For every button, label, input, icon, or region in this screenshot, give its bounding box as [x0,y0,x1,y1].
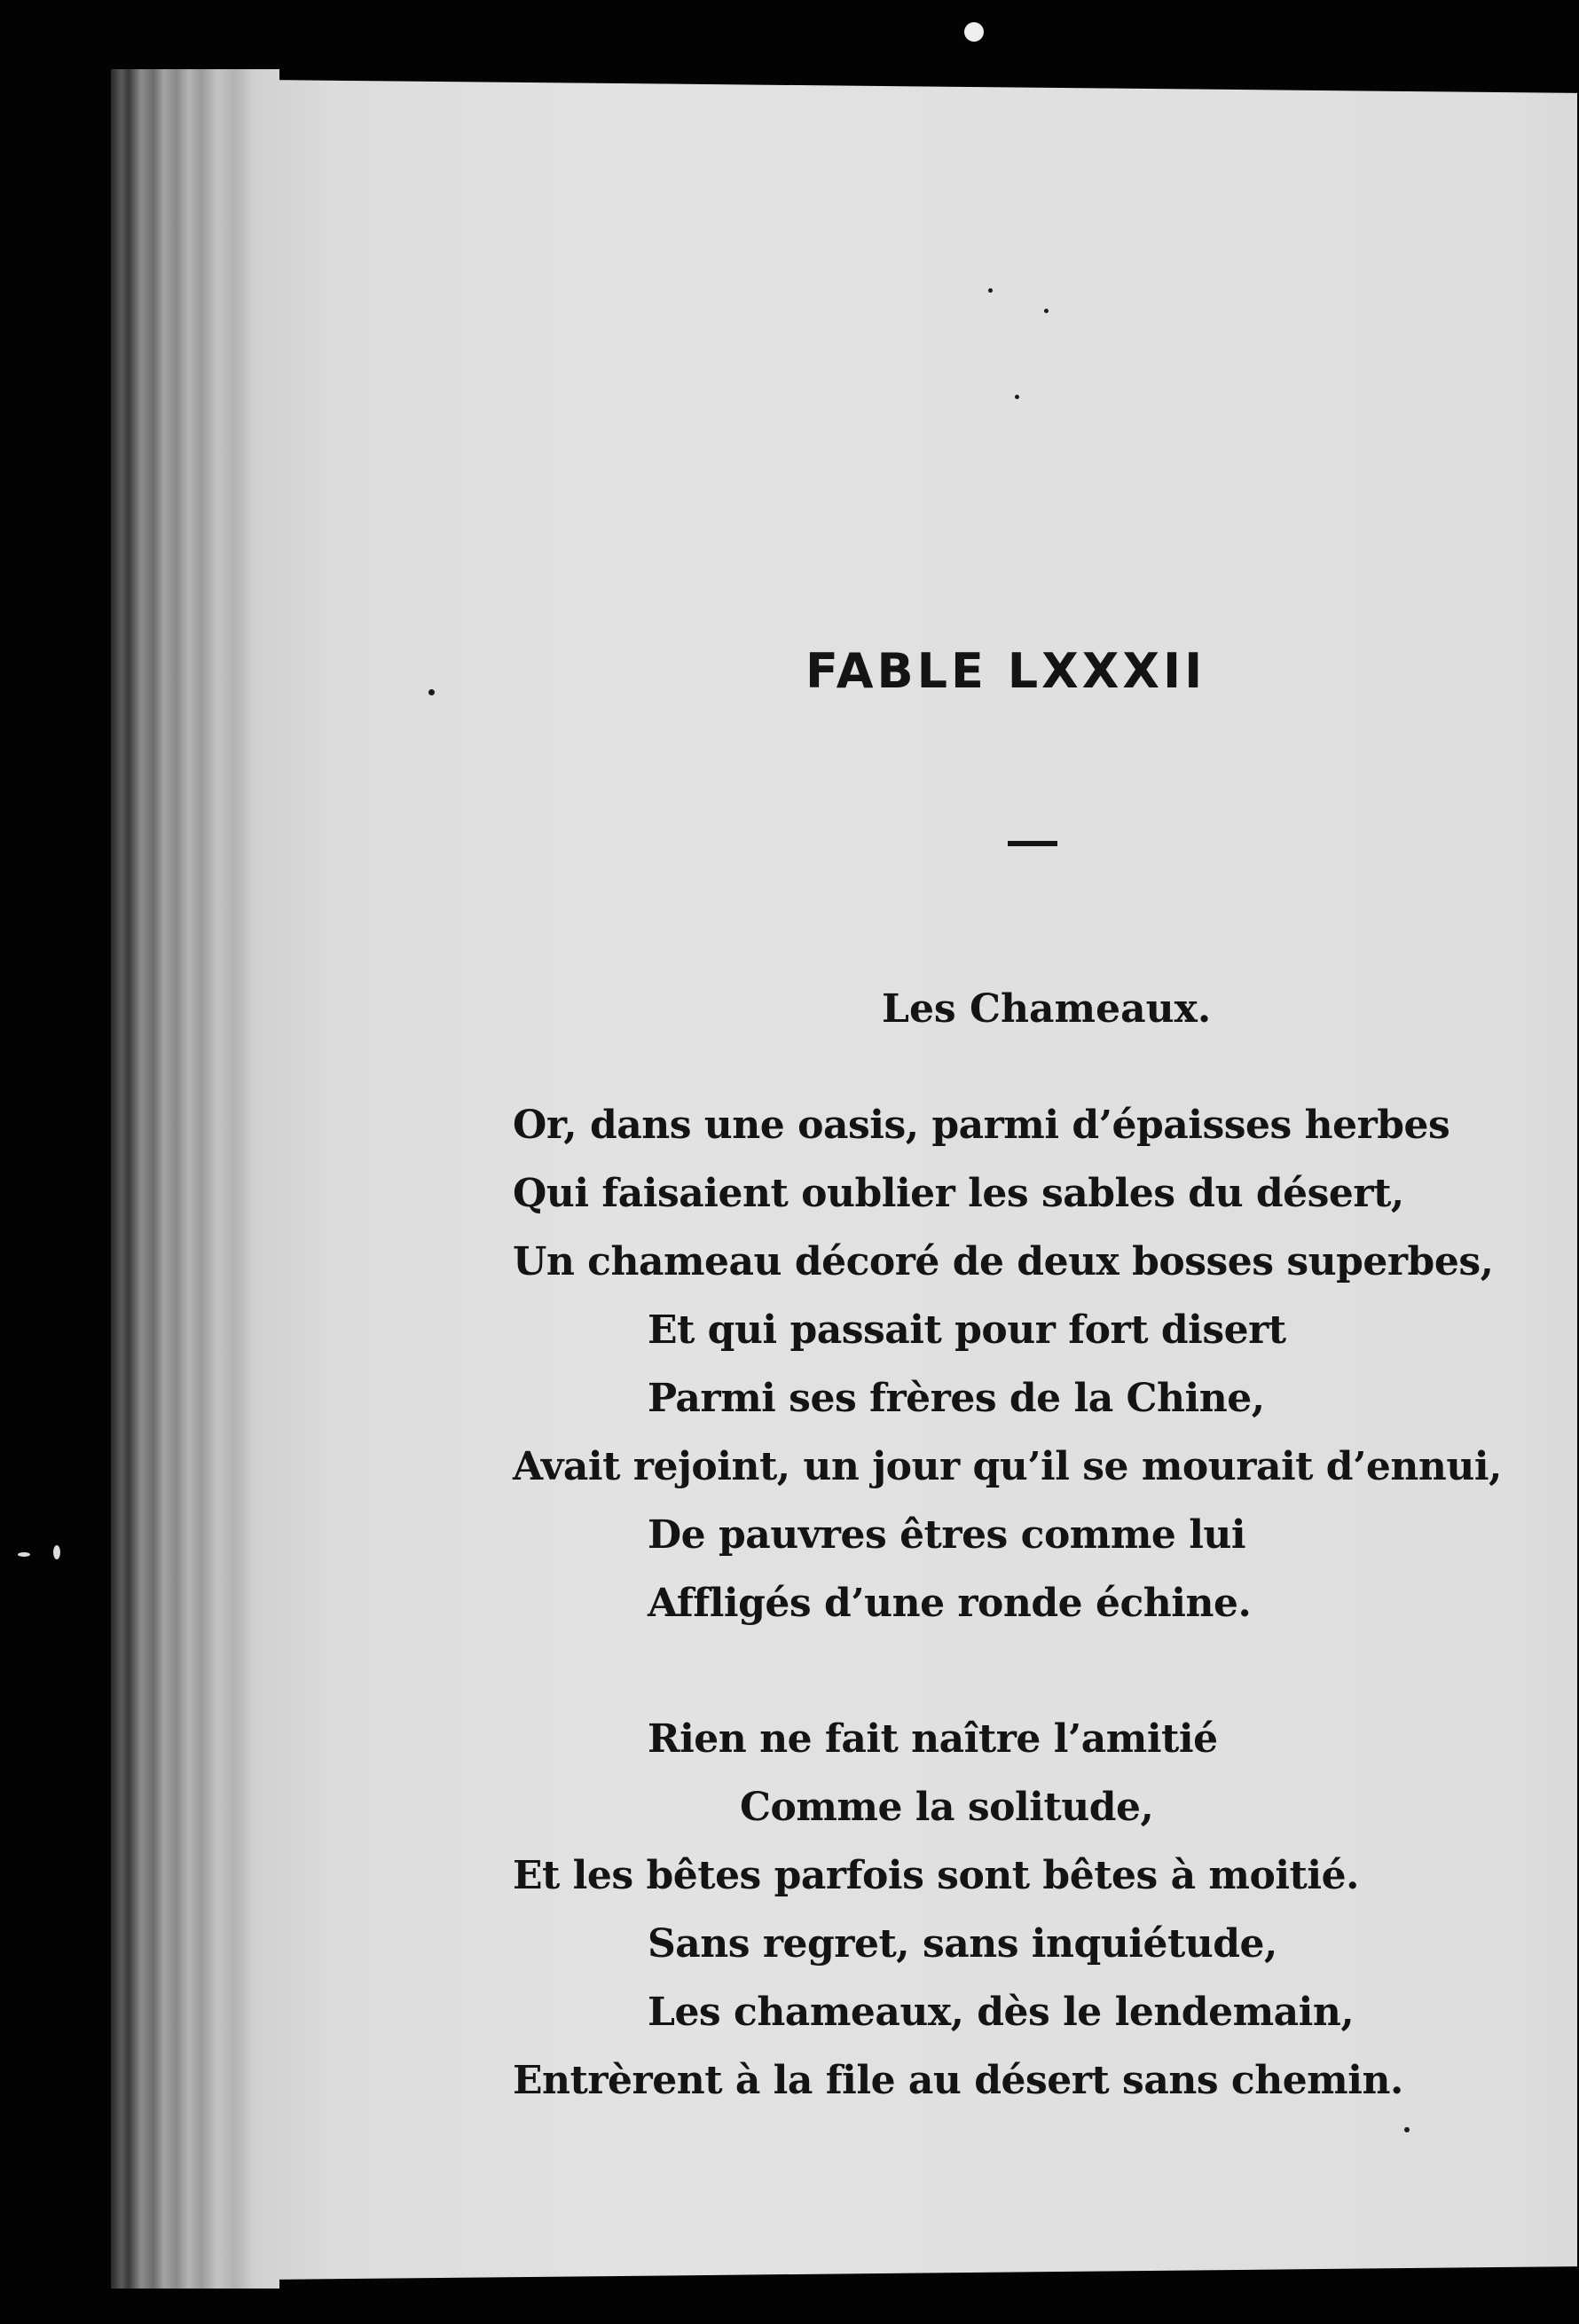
book-gutter [111,69,279,2289]
verse-line: De pauvres êtres comme lui [648,1512,1246,1558]
verse-line: Les chameaux, dès le lendemain, [648,1990,1355,2035]
dust-speck [428,689,435,695]
verse-line: Avait rejoint, un jour qu’il se mourait d’ennui, [513,1444,1502,1489]
poem-title: Les Chameaux. [882,986,1212,1032]
fable-number: FABLE LXXXII [805,643,1206,699]
dust-speck [53,1545,60,1559]
verse-line: Parmi ses frères de la Chine, [648,1376,1265,1421]
dust-speck [964,22,984,42]
dust-speck [18,1552,30,1557]
dust-speck [1044,309,1049,313]
verse-line: Un chameau décoré de deux bosses superbes, [513,1239,1494,1284]
verse-line: Entrèrent à la file au désert sans chemin. [513,2058,1403,2103]
verse-line: Or, dans une oasis, parmi d’épaisses herbes [513,1103,1450,1148]
verse-line: Comme la solitude, [740,1785,1154,1830]
dust-speck [1015,395,1019,399]
verse-line: Qui faisaient oublier les sables du désert, [513,1171,1404,1216]
verse-line: Sans regret, sans inquiétude, [648,1921,1277,1967]
verse-line: Et qui passait pour fort disert [648,1307,1286,1353]
verse-line: Et les bêtes parfois sont bêtes à moitié. [513,1853,1359,1898]
title-separator [1008,841,1057,846]
verse-line: Affligés d’une ronde échine. [648,1581,1252,1626]
verse-line: Rien ne fait naître l’amitié [648,1716,1218,1762]
dust-speck [988,288,993,293]
dust-speck [1404,2127,1410,2132]
